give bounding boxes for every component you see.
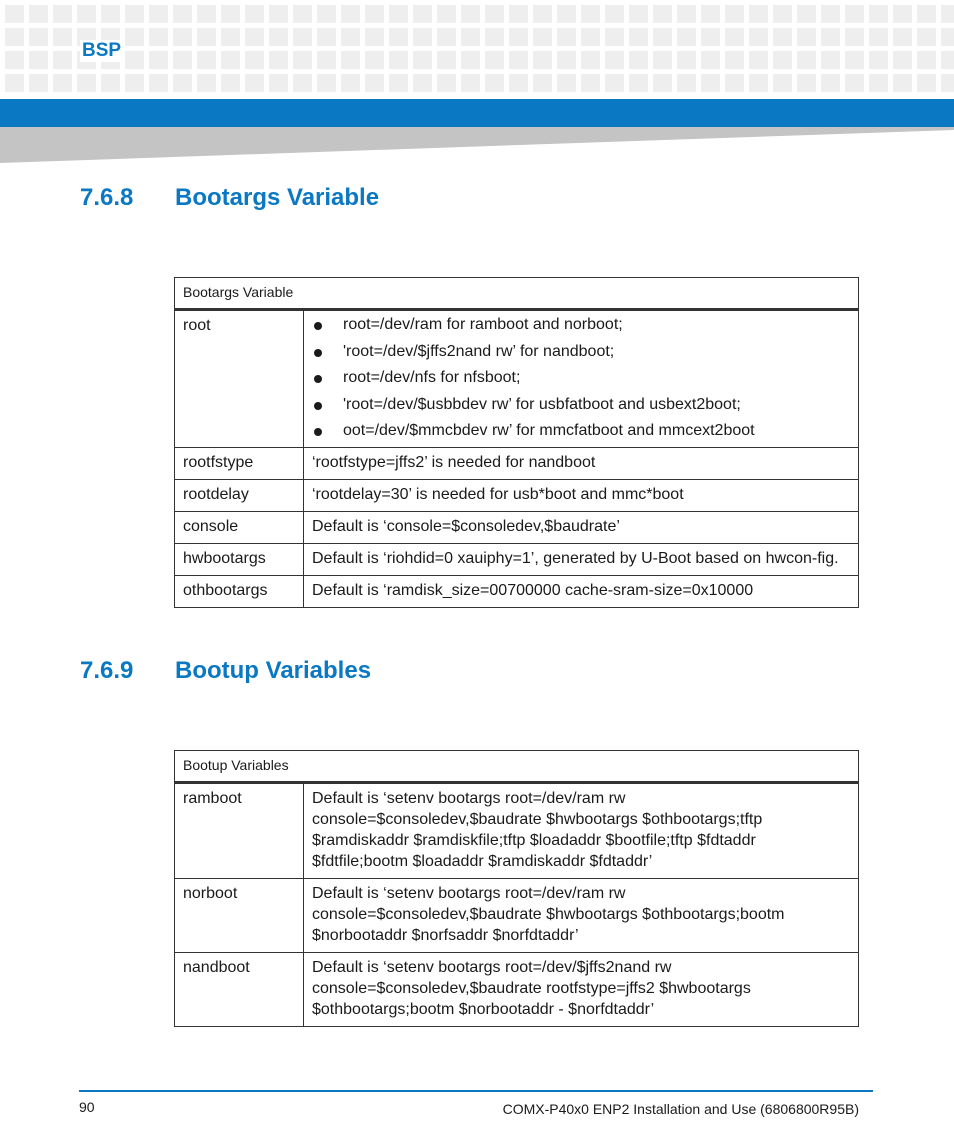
footer-divider xyxy=(79,1090,873,1092)
table-header-row xyxy=(175,278,859,310)
section-number: 7.6.8 xyxy=(80,184,134,211)
table-header-row xyxy=(175,751,859,783)
bootup-table xyxy=(174,750,859,1027)
row-key: console xyxy=(175,511,304,543)
list-item: root=/dev/ram for ramboot and norboot; xyxy=(312,312,850,339)
row-key: rootdelay xyxy=(175,479,304,511)
list-item: 'root=/dev/$jffs2nand rw’ for nandboot; xyxy=(312,339,850,366)
row-value: ‘rootdelay=30’ is needed for usb*boot and mmc*boot xyxy=(304,479,859,511)
table-row xyxy=(175,783,859,879)
section-number: 7.6.9 xyxy=(80,657,134,684)
row-key: othbootargs xyxy=(175,575,304,607)
row-value: Default is ‘setenv bootargs root=/dev/$jffs2nand rw console=$consoledev,$baudrate rootfstype=jffs2 $hwbootargs $othbootargs;bootm $norbootaddr - $norfdtaddr’ xyxy=(304,953,859,1027)
header-blue-bar xyxy=(0,99,954,127)
header-gray-wedge xyxy=(0,127,954,163)
table-row xyxy=(175,953,859,1027)
table-row xyxy=(175,879,859,953)
section-heading: Bootargs Variable xyxy=(175,184,380,211)
table-row xyxy=(175,479,859,511)
table-caption: Bootup Variables xyxy=(175,751,859,783)
bootargs-table xyxy=(174,277,859,608)
row-value xyxy=(304,310,859,448)
table-row xyxy=(175,543,859,575)
row-key: hwbootargs xyxy=(175,543,304,575)
row-key: norboot xyxy=(175,879,304,953)
row-value: Default is ‘console=$consoledev,$baudrate’ xyxy=(304,511,859,543)
list-item: root=/dev/nfs for nfsboot; xyxy=(312,365,850,392)
row-value: Default is ‘setenv bootargs root=/dev/ram rw console=$consoledev,$baudrate $hwbootargs $othbootargs;bootm $norbootaddr $norfsaddr $norfdtaddr’ xyxy=(304,879,859,953)
row-key: nandboot xyxy=(175,953,304,1027)
table-caption: Bootargs Variable xyxy=(175,278,859,310)
page-number: 90 xyxy=(79,1099,95,1115)
bullet-icon xyxy=(314,322,322,330)
table-row xyxy=(175,447,859,479)
row-value: Default is ‘setenv bootargs root=/dev/ram rw console=$consoledev,$baudrate $hwbootargs $othbootargs;tftp $ramdiskaddr $ramdiskfile;tftp $loadaddr $bootfile;tftp $fdtaddr $fdtfile;bootm $loadaddr $ramdiskaddr $fdtaddr’ xyxy=(304,783,859,879)
table-row xyxy=(175,511,859,543)
root-options-list xyxy=(312,312,850,445)
bullet-icon xyxy=(314,349,322,357)
row-value: Default is ‘ramdisk_size=00700000 cache-sram-size=0x10000 xyxy=(304,575,859,607)
row-key: rootfstype xyxy=(175,447,304,479)
document-reference: COMX-P40x0 ENP2 Installation and Use (6806800R95B) xyxy=(502,1101,859,1117)
row-key: ramboot xyxy=(175,783,304,879)
header-pattern xyxy=(0,0,954,96)
chapter-label: BSP xyxy=(80,40,125,62)
list-item: oot=/dev/$mmcbdev rw’ for mmcfatboot and mmcext2boot xyxy=(312,418,850,445)
table-row xyxy=(175,310,859,448)
section-heading: Bootup Variables xyxy=(175,657,372,684)
row-value: ‘rootfstype=jffs2’ is needed for nandboot xyxy=(304,447,859,479)
bullet-icon xyxy=(314,428,322,436)
section-title-bootup xyxy=(80,656,371,686)
bullet-icon xyxy=(314,375,322,383)
list-item: 'root=/dev/$usbbdev rw’ for usbfatboot and usbext2boot; xyxy=(312,392,850,419)
table-row xyxy=(175,575,859,607)
row-value: Default is ‘riohdid=0 xauiphy=1’, generated by U-Boot based on hwcon-fig. xyxy=(304,543,859,575)
bullet-icon xyxy=(314,402,322,410)
row-key: root xyxy=(175,310,304,448)
section-title-bootargs xyxy=(80,183,379,213)
